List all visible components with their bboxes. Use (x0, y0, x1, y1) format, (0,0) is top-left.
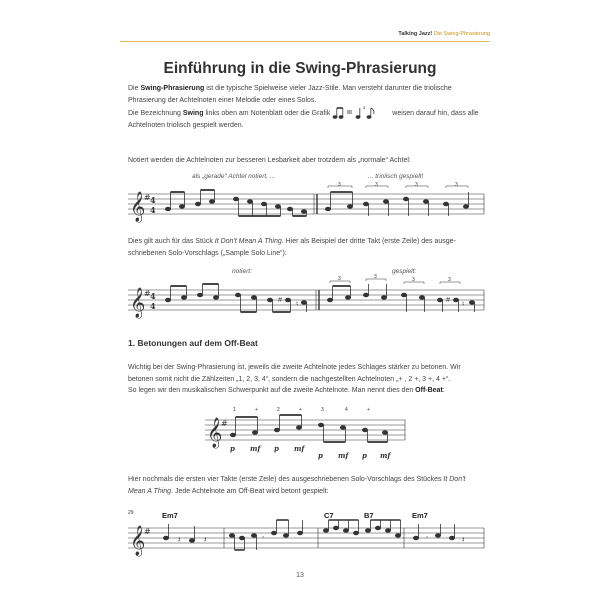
example2-right-label: gespielt: (392, 268, 417, 275)
svg-text:#: # (446, 297, 450, 304)
example3-dynamics (230, 444, 392, 460)
svg-text:#: # (144, 193, 151, 202)
section1-line-1: Wichtig bei der Swing-Phrasierung ist, jeweils die zweite Achtelnote jedes Schlages stärker zu betonen. Wir (128, 364, 461, 371)
svg-text:p: p (230, 444, 235, 453)
example2-staff (128, 274, 488, 320)
example1-left-label: als „gerade“ Achtel notiert, ... (192, 173, 276, 180)
chord-symbol: C7 (324, 511, 334, 520)
section1-line-3: So legen wir den musikalischen Schwerpunkt auf die zweite Achtelnote. Man nennt dies den Off-Beat: (128, 387, 445, 394)
example3-notes (230, 415, 387, 442)
section-title: Die Swing-Phrasierung (433, 31, 490, 37)
example3-staff (205, 405, 410, 465)
svg-text:3: 3 (375, 182, 378, 188)
intro-line-1: Die Swing-Phrasierung ist die typische Spielweise vieler Jazz-Stile. Man versteht darunter die triolische (128, 85, 452, 92)
song-line-1: Dies gilt auch für das Stück It Don't Mean A Thing. Hier als Beispiel der dritte Takt (erste Zeile) des ausge- (128, 238, 456, 245)
book-title: Talking Jazz! (398, 31, 433, 37)
svg-text:#: # (144, 289, 151, 298)
page-number: 13 (296, 572, 304, 579)
closing-paragraph (128, 474, 488, 497)
section1-paragraph (128, 362, 488, 397)
svg-text:#: # (278, 297, 282, 304)
treble-clef-icon: 𝄞 (130, 288, 146, 318)
svg-text:mf: mf (294, 444, 305, 453)
svg-text:mf: mf (250, 444, 261, 453)
treble-clef-icon: 𝄞 (130, 526, 146, 556)
svg-text:4: 4 (150, 195, 156, 205)
section-heading: 1. Betonungen auf dem Off-Beat (128, 338, 258, 348)
chord-symbol: Em7 (412, 511, 428, 520)
svg-text:mf: mf (338, 451, 349, 460)
treble-clef-icon: 𝄞 (207, 418, 223, 448)
intro-paragraph (128, 83, 488, 132)
svg-text:3: 3 (448, 277, 451, 283)
intro-line-4: Achtelnoten triolisch gespielt werden. (128, 122, 244, 129)
svg-text:2: 2 (277, 407, 280, 413)
svg-text:3: 3 (321, 407, 324, 413)
running-head (398, 31, 490, 37)
closing-line-1: Hier nochmals die ersten vier Takte (erste Zeile) des ausgeschriebenen Solo-Vorschlags des Stückes It Don't (128, 476, 466, 483)
svg-text:4: 4 (150, 205, 156, 215)
treble-clef-icon: 𝄞 (130, 192, 146, 222)
example2-triplet-marks (338, 274, 451, 283)
svg-text:♮: ♮ (296, 301, 299, 308)
svg-text:𝄽: 𝄽 (178, 535, 181, 544)
svg-text:p: p (362, 451, 367, 460)
svg-text:+: + (367, 407, 370, 413)
intro-line-3: Die Bezeichnung Swing links oben am Notenblatt oder die Grafik 3 weisen darauf hin, dass alle (128, 106, 488, 120)
svg-text:𝄾: 𝄾 (262, 535, 264, 542)
section1-line-2: betonen somit nicht die Zählzeiten „1, 2, 3, 4“, sondern die nachgestellten Achtelnoten „+ , 2 +, 3 +, 4 +“. (128, 375, 451, 383)
svg-text:4: 4 (345, 407, 348, 413)
svg-text:p: p (318, 451, 323, 460)
chord-symbol: Em7 (162, 511, 178, 520)
svg-text:#: # (144, 527, 151, 536)
svg-text:#: # (221, 419, 228, 428)
svg-text:1: 1 (233, 407, 236, 413)
swing-eighths-icon (332, 106, 390, 120)
svg-text:𝄽: 𝄽 (204, 535, 207, 544)
example2-left-label: notiert: (232, 268, 252, 275)
chord-symbol: B7 (364, 511, 374, 520)
example4-staff (128, 506, 488, 558)
example1-triplet-marks (338, 182, 458, 188)
measure-number: 29 (128, 510, 134, 516)
example1-right-label: ... triolisch gespielt! (368, 173, 424, 180)
svg-text:♮: ♮ (462, 301, 465, 308)
svg-text:mf: mf (380, 451, 391, 460)
notated-paragraph: Notiert werden die Achtelnoten zur besseren Lesbarkeit aber trotzdem als „normale“ Achtel: (128, 157, 411, 164)
example1-staff (128, 184, 488, 226)
example2-notes (165, 279, 474, 312)
svg-text:+: + (299, 407, 302, 413)
intro-line-2: Phrasierung der Achtelnoten einer Melodie oder eines Solos. (128, 96, 317, 104)
svg-text:4: 4 (150, 291, 156, 301)
svg-text:𝄾: 𝄾 (426, 535, 428, 542)
example4-chords (162, 511, 428, 520)
example4-notes (163, 520, 465, 550)
closing-line-2: Mean A Thing. Jede Achtelnote am Off-Beat wird betont gespielt: (128, 487, 329, 495)
svg-text:p: p (274, 444, 279, 453)
svg-text:4: 4 (150, 301, 156, 311)
song-line-2: schriebenen Solo-Vorschlags („Sample Solo Line“): (128, 249, 287, 257)
song-paragraph (128, 236, 488, 259)
svg-text:𝄽: 𝄽 (462, 535, 465, 544)
svg-text:3: 3 (412, 277, 415, 283)
svg-text:3: 3 (455, 182, 458, 188)
svg-text:3: 3 (338, 276, 341, 282)
example3-counts (233, 407, 370, 413)
svg-text:3: 3 (363, 106, 366, 110)
svg-text:3: 3 (338, 182, 341, 188)
page-title: Einführung in die Swing-Phrasierung (163, 60, 437, 77)
svg-text:+: + (255, 407, 258, 413)
header-rule (120, 41, 490, 42)
svg-text:3: 3 (415, 182, 418, 188)
svg-text:3: 3 (374, 274, 377, 280)
